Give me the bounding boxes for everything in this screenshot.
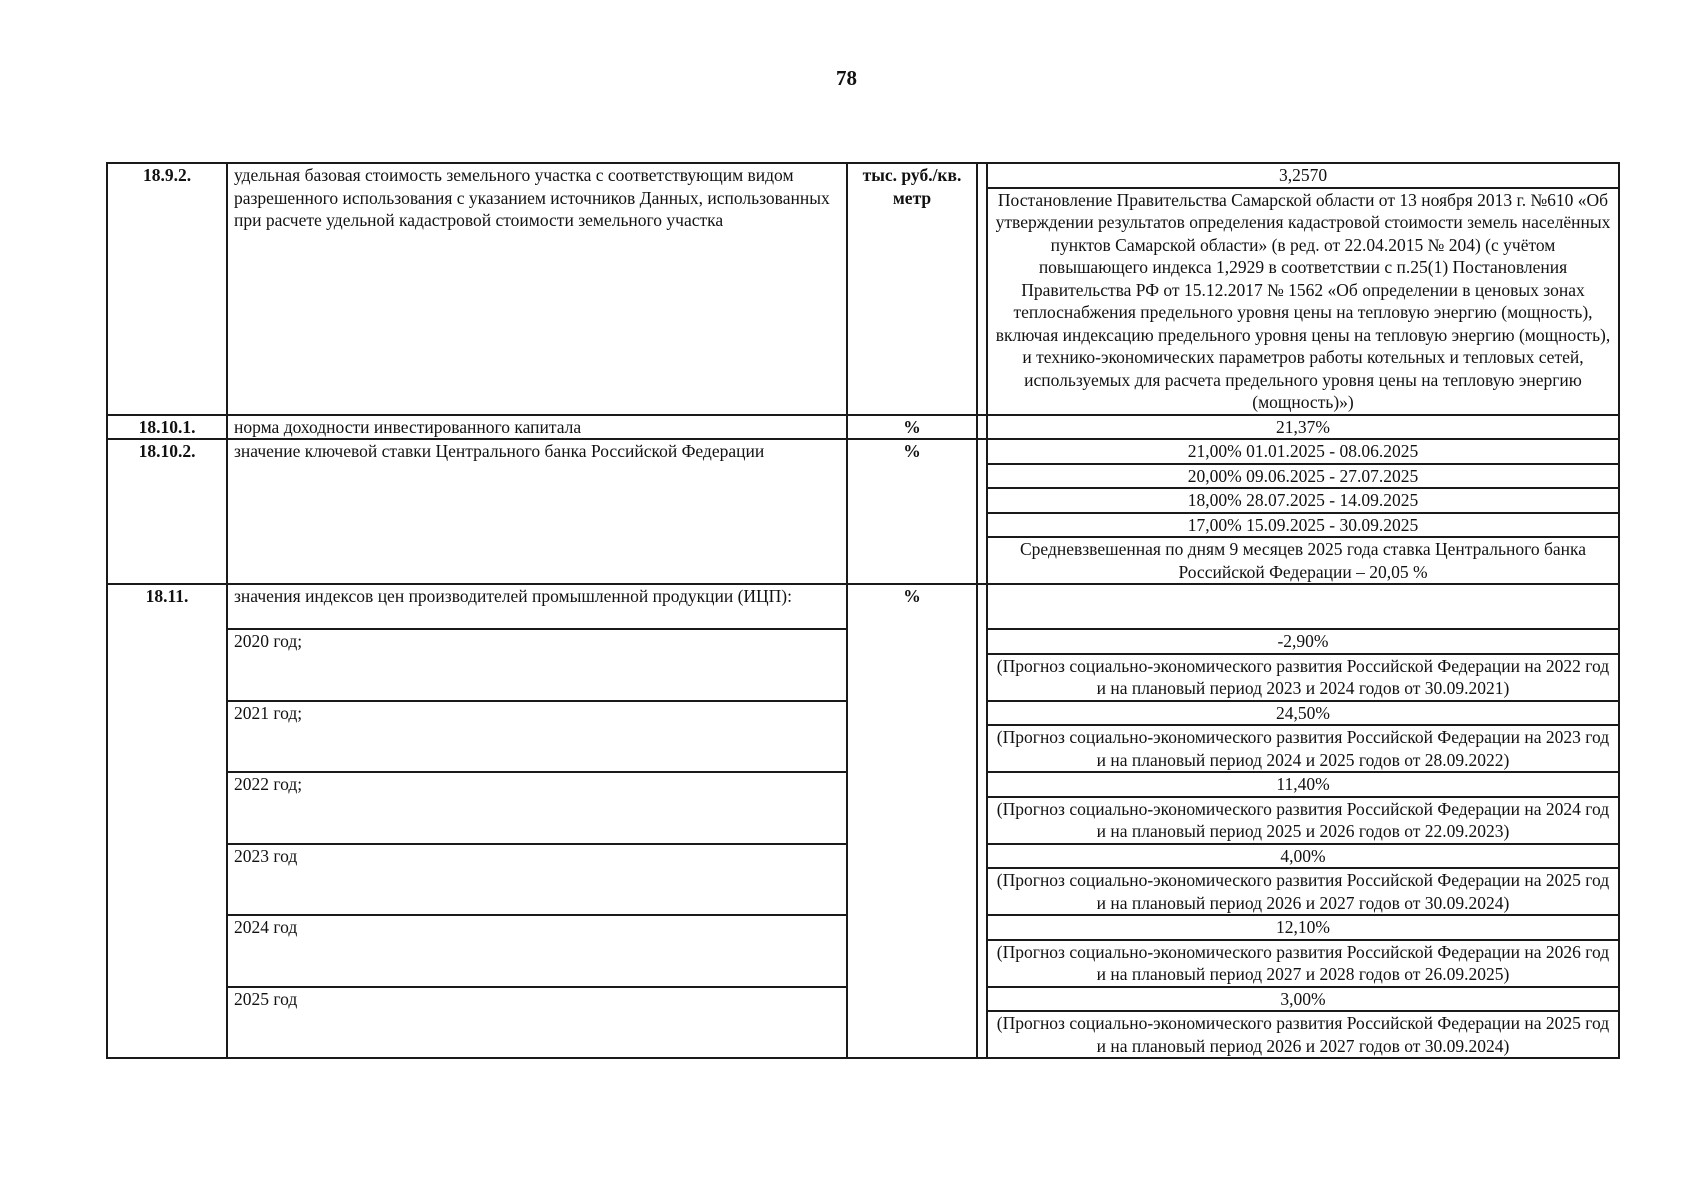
year-value: 12,10% bbox=[987, 915, 1619, 940]
year-value: -2,90% bbox=[987, 629, 1619, 654]
column-gap bbox=[977, 415, 987, 440]
year-value: 11,40% bbox=[987, 772, 1619, 797]
row-number: 18.10.2. bbox=[107, 439, 227, 584]
year-source: (Прогноз социально-экономического развития Российской Федерации на 2026 год и на плановый период 2027 и 2028 годов от 26.09.2025) bbox=[987, 940, 1619, 987]
table-row bbox=[107, 415, 1619, 440]
column-gap bbox=[977, 584, 987, 1058]
row-number: 18.11. bbox=[107, 584, 227, 1058]
row-description: значения индексов цен производителей промышленной продукции (ИЦП): bbox=[227, 584, 847, 629]
tariff-parameters-table bbox=[106, 162, 1620, 1059]
row-unit: % bbox=[847, 584, 977, 1058]
key-rate-period: 21,00% 01.01.2025 - 08.06.2025 bbox=[987, 439, 1619, 464]
year-value: 4,00% bbox=[987, 844, 1619, 869]
row-source: Постановление Правительства Самарской области от 13 ноября 2013 г. №610 «Об утверждении результатов определения кадастровой стоимости земель населённых пунктов Самарской области» (в ред. от 22.04.2015 № 204) (с учётом повышающего индекса 1,2929 в соответствии с п.25(1) Постановления Правительства РФ от 15.12.2017 № 1562 «Об определении в ценовых зонах теплоснабжения предельного уровня цены на тепловую энергию (мощность), включая индексацию предельного уровня цены на тепловую энергию (мощность), и технико-экономических параметров работы котельных и тепловых сетей, используемых для расчета предельного уровня цены на тепловую энергию (мощность)») bbox=[987, 188, 1619, 415]
year-label: 2021 год; bbox=[227, 701, 847, 773]
year-source: (Прогноз социально-экономического развития Российской Федерации на 2023 год и на плановый период 2024 и 2025 годов от 28.09.2022) bbox=[987, 725, 1619, 772]
page-number: 78 bbox=[836, 66, 857, 90]
column-gap bbox=[977, 439, 987, 584]
column-gap bbox=[977, 163, 987, 415]
year-source: (Прогноз социально-экономического развития Российской Федерации на 2025 год и на плановый период 2026 и 2027 годов от 30.09.2024) bbox=[987, 868, 1619, 915]
row-number: 18.9.2. bbox=[107, 163, 227, 415]
year-label: 2020 год; bbox=[227, 629, 847, 701]
row-description: норма доходности инвестированного капитала bbox=[227, 415, 847, 440]
row-unit: % bbox=[847, 415, 977, 440]
row-unit: % bbox=[847, 439, 977, 584]
row-value: 3,2570 bbox=[987, 163, 1619, 188]
row-value: 21,37% bbox=[987, 415, 1619, 440]
year-label: 2024 год bbox=[227, 915, 847, 987]
row-description: значение ключевой ставки Центрального банка Российской Федерации bbox=[227, 439, 847, 584]
year-source: (Прогноз социально-экономического развития Российской Федерации на 2024 год и на плановый период 2025 и 2026 годов от 22.09.2023) bbox=[987, 797, 1619, 844]
key-rate-period: 17,00% 15.09.2025 - 30.09.2025 bbox=[987, 513, 1619, 538]
table-row bbox=[107, 163, 1619, 188]
year-label: 2022 год; bbox=[227, 772, 847, 844]
table-row bbox=[107, 584, 1619, 629]
year-source: (Прогноз социально-экономического развития Российской Федерации на 2022 год и на плановый период 2023 и 2024 годов от 30.09.2021) bbox=[987, 654, 1619, 701]
row-unit: тыс. руб./кв. метр bbox=[847, 163, 977, 415]
ici-header-cell bbox=[987, 584, 1619, 629]
table-row bbox=[107, 439, 1619, 464]
row-description: удельная базовая стоимость земельного участка с соответствующим видом разрешенного использования с указанием источников Данных, использованных при расчете удельной кадастровой стоимости земельного участка bbox=[227, 163, 847, 415]
key-rate-period: 20,00% 09.06.2025 - 27.07.2025 bbox=[987, 464, 1619, 489]
year-label: 2023 год bbox=[227, 844, 847, 916]
year-label: 2025 год bbox=[227, 987, 847, 1059]
year-source: (Прогноз социально-экономического развития Российской Федерации на 2025 год и на плановый период 2026 и 2027 годов от 30.09.2024) bbox=[987, 1011, 1619, 1058]
year-value: 24,50% bbox=[987, 701, 1619, 726]
year-value: 3,00% bbox=[987, 987, 1619, 1012]
row-number: 18.10.1. bbox=[107, 415, 227, 440]
key-rate-average: Средневзвешенная по дням 9 месяцев 2025 года ставка Центрального банка Российской Федерации – 20,05 % bbox=[987, 537, 1619, 584]
key-rate-period: 18,00% 28.07.2025 - 14.09.2025 bbox=[987, 488, 1619, 513]
